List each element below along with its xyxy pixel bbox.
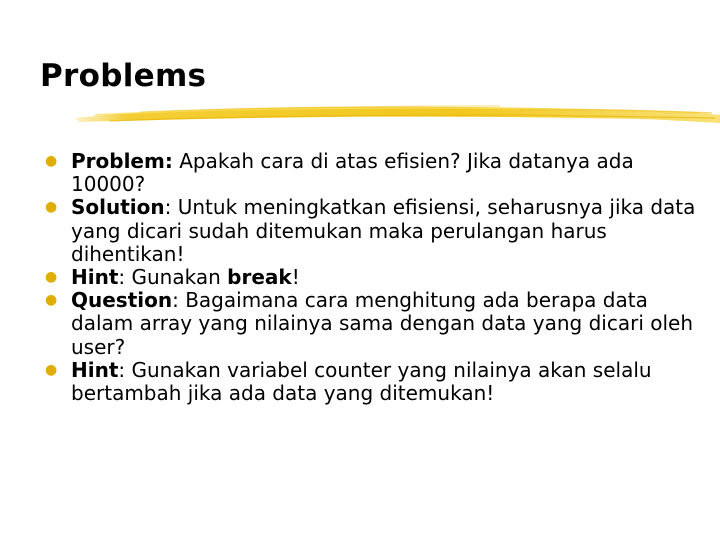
bullet-item-hint-counter xyxy=(42,359,702,405)
bullet-item-problem xyxy=(42,150,702,196)
slide-title: Problems xyxy=(40,58,207,94)
bullet-dot-icon: ● xyxy=(45,199,58,216)
bullet-dot-icon: ● xyxy=(45,153,58,169)
bullet-text: : Bagaimana cara menghitung ada berapa data dalam array yang nilainya sama dengan data yang dicari oleh user? xyxy=(71,288,694,359)
bullet-text: : Untuk meningkatkan efisiensi, seharusnya jika data yang dicari sudah ditemukan maka perulangan harus dihentikan! xyxy=(71,195,696,266)
bullet-item-hint-break xyxy=(42,266,702,289)
bullet-list xyxy=(42,150,702,405)
bullet-text-end: ! xyxy=(291,265,300,290)
bullet-label: Problem: xyxy=(71,149,173,173)
bullet-item-question xyxy=(42,289,702,359)
bullet-dot-icon: ● xyxy=(45,292,58,309)
bullet-label: Hint xyxy=(71,357,119,382)
bullet-label: Solution xyxy=(71,195,165,220)
title-underline-brushstroke xyxy=(0,96,720,136)
bullet-label: Hint xyxy=(71,265,119,290)
bullet-text: : Gunakan xyxy=(118,265,228,290)
bullet-text: : Gunakan variabel counter yang nilainya akan selalu bertambah jika ada data yang ditemukan! xyxy=(71,357,652,406)
bullet-text: Apakah cara di atas efisien? Jika datanya ada 10000? xyxy=(71,149,634,197)
bullet-label: Question xyxy=(71,288,173,313)
bullet-item-solution xyxy=(42,196,702,266)
bullet-dot-icon: ● xyxy=(45,361,58,378)
bullet-dot-icon: ● xyxy=(45,269,58,286)
bullet-keyword: break xyxy=(227,265,292,290)
